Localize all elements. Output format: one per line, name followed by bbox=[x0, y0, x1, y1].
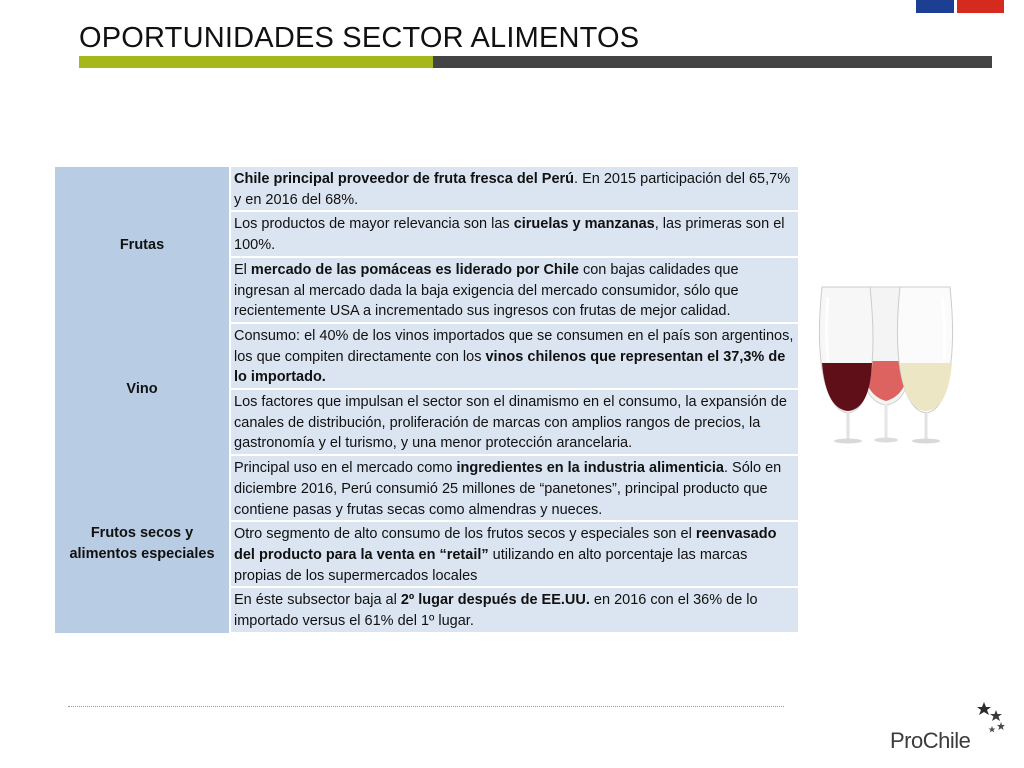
description-cell bbox=[230, 521, 798, 587]
prochile-logo bbox=[890, 700, 1010, 760]
table-row bbox=[55, 167, 798, 211]
table-row bbox=[55, 455, 798, 521]
category-cell: Vino bbox=[55, 323, 230, 455]
bold-text-run: mercado de las pomáceas es liderado por Chile bbox=[250, 261, 579, 278]
opportunities-table-body bbox=[55, 167, 798, 633]
text-run: Otro segmento de alto consumo de los frutos secos y especiales son el bbox=[234, 526, 696, 543]
text-run: . En 2015 participación del 65,7% y en 2016 del 68%. bbox=[234, 171, 791, 208]
title-bar-gray-segment bbox=[433, 56, 992, 68]
text-run: utilizando en alto porcentaje las marcas propias de los supermercados locales bbox=[234, 546, 748, 584]
text-run: , las primeras son el 100%. bbox=[234, 216, 785, 254]
logo-wordmark: ProChile bbox=[890, 728, 971, 753]
text-run: . Sólo en diciembre 2016, Perú consumió 25 millones de “panetones”, principal producto que contiene pasas y frutas secas como almendras y nueces. bbox=[234, 460, 782, 518]
text-run: Consumo: el 40% de los vinos importados que se consumen en el país son argentinos, los que compiten directamente con los bbox=[234, 327, 794, 365]
description-cell bbox=[230, 455, 798, 521]
description-cell bbox=[230, 587, 798, 632]
title-underline-bar bbox=[79, 56, 992, 68]
text-run: en 2016 con el 36% de lo importado versus el 61% del 1º lugar. bbox=[234, 592, 758, 630]
text-run: Los factores que impulsan el sector son el dinamismo en el consumo, la expansión de canales de distribución, proliferación de marcas con amplios rangos de precios, la gastronomía y el turismo, y una menor protección arancelaria. bbox=[234, 394, 787, 452]
bold-text-run: vinos chilenos que representan el 37,3% de lo importado. bbox=[234, 348, 786, 386]
chile-flag-strip bbox=[916, 0, 1004, 13]
bold-text-run: ciruelas y manzanas bbox=[513, 216, 655, 233]
flag-blue-block bbox=[916, 0, 954, 13]
bold-text-run: Chile principal proveedor de fruta fresca del Perú bbox=[234, 171, 575, 187]
bold-text-run: ingredientes en la industria alimenticia bbox=[456, 460, 724, 477]
flag-red-block bbox=[957, 0, 1004, 13]
footer-dotted-line bbox=[68, 706, 784, 707]
slide-title: OPORTUNIDADES SECTOR ALIMENTOS bbox=[79, 22, 640, 54]
logo-stars-icon bbox=[974, 700, 1008, 740]
text-run: En éste subsector baja al bbox=[234, 592, 401, 609]
text-run: El bbox=[234, 261, 251, 278]
white-wine-glass bbox=[897, 287, 952, 444]
text-run: Principal uso en el mercado como bbox=[234, 460, 457, 477]
wine-glasses-image bbox=[812, 283, 960, 445]
description-cell bbox=[230, 257, 798, 323]
text-run: Los productos de mayor relevancia son las bbox=[234, 216, 514, 233]
red-wine-glass bbox=[819, 287, 873, 444]
table-row bbox=[55, 323, 798, 389]
description-cell bbox=[230, 211, 798, 256]
description-cell bbox=[230, 323, 798, 389]
bold-text-run: reenvasado del producto para la venta en “retail” bbox=[234, 526, 777, 563]
description-cell bbox=[230, 167, 798, 211]
bold-text-run: 2º lugar después de EE.UU. bbox=[400, 592, 590, 609]
category-cell: Frutos secos y alimentos especiales bbox=[55, 455, 230, 633]
title-bar-green-segment bbox=[79, 56, 433, 68]
category-cell: Frutas bbox=[55, 167, 230, 323]
opportunities-table bbox=[55, 167, 798, 634]
text-run: con bajas calidades que ingresan al mercado dada la baja exigencia del mercado consumidor, sólo que recientemente USA a incrementado sus ingresos con frutas de mejor calidad. bbox=[234, 261, 739, 320]
description-cell bbox=[230, 389, 798, 455]
